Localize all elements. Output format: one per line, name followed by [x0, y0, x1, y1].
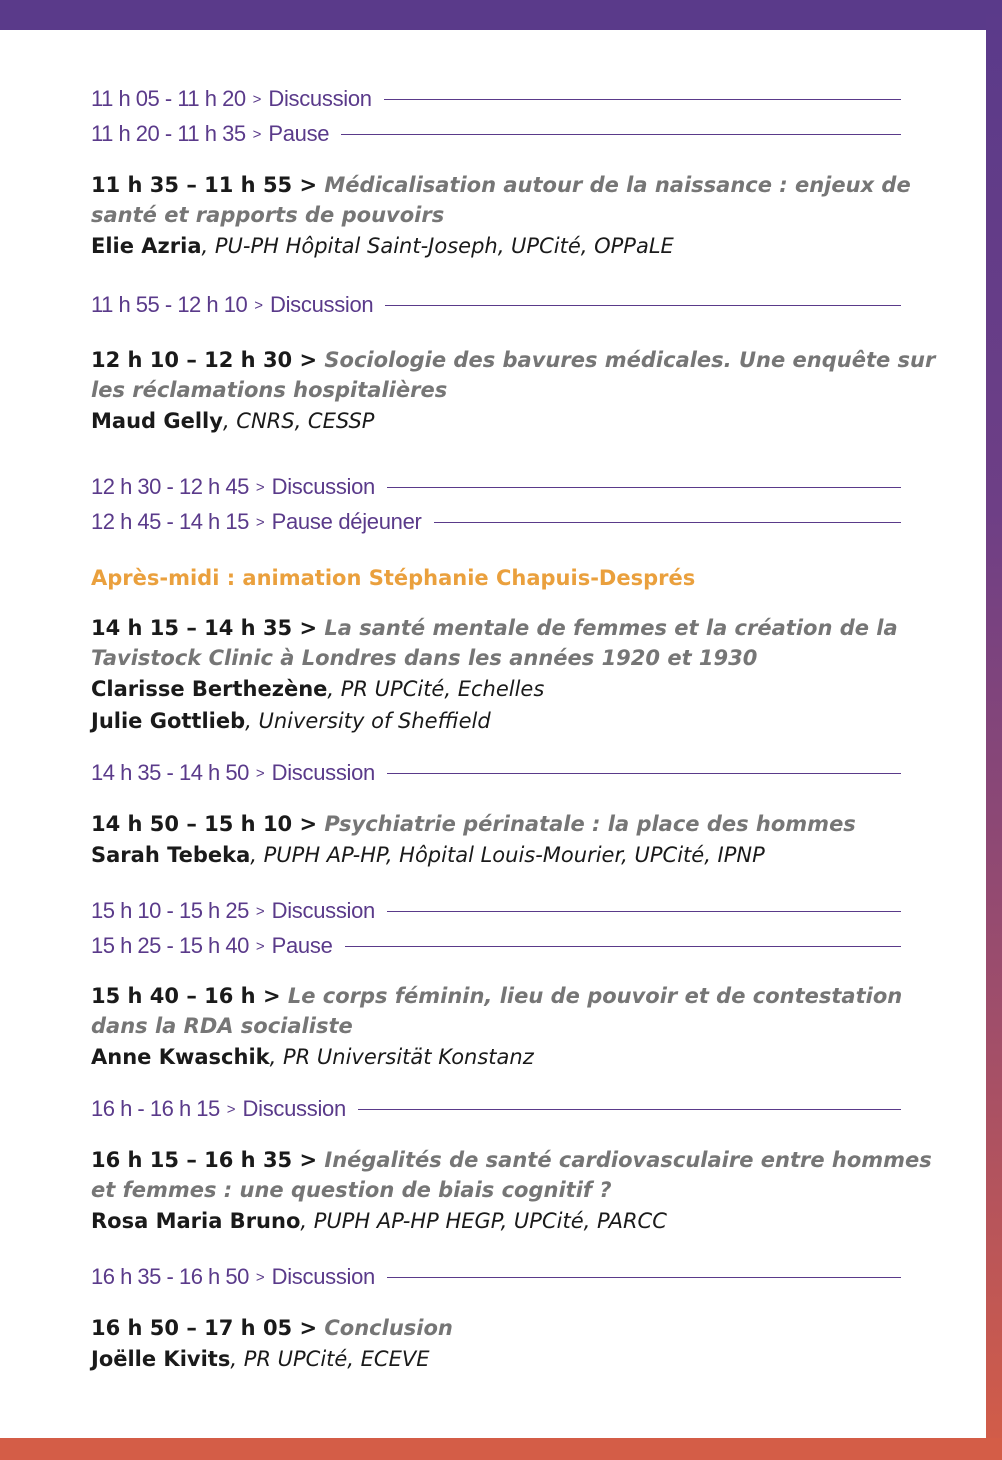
speaker-affiliation: , PR UPCité, ECEVE [230, 1347, 430, 1371]
session-time: 16 h 50 – 17 h 05 > [91, 1316, 325, 1340]
break-label: Discussion [271, 1264, 375, 1289]
break-label: Discussion [268, 86, 372, 111]
speaker-name: Julie Gottlieb [91, 709, 246, 733]
speaker [91, 673, 901, 705]
break-row [91, 120, 901, 148]
break-separator: > [255, 764, 265, 782]
break-label: Pause [268, 121, 330, 146]
session-title-line [91, 1175, 901, 1205]
break-rule [358, 1109, 901, 1110]
session-time: 14 h 50 – 15 h 10 > [91, 812, 325, 836]
session-title: La santé mentale de femmes et la création de la [324, 616, 898, 640]
session [91, 613, 901, 737]
session-title: Conclusion [324, 1316, 453, 1340]
break-separator: > [255, 902, 265, 920]
break-row [91, 508, 901, 536]
session-title-line [91, 809, 901, 839]
session-time: 15 h 40 – 16 h > [91, 984, 288, 1008]
right-frame-bar [986, 0, 1002, 1460]
break-label: Pause [271, 933, 333, 958]
break-time: 12 h 30 - 12 h 45 [91, 474, 249, 499]
session-title-line [91, 643, 901, 673]
session-time: 11 h 35 – 11 h 55 > [91, 173, 325, 197]
break-time: 11 h 05 - 11 h 20 [91, 86, 246, 111]
session-title: Le corps féminin, lieu de pouvoir et de contestation [287, 984, 903, 1008]
session [91, 1145, 932, 1237]
break-separator: > [254, 296, 263, 314]
speaker [91, 405, 901, 437]
break-time: 11 h 55 - 12 h 10 [91, 292, 248, 317]
session-title: Inégalités de santé cardiovasculaire entre hommes [324, 1148, 932, 1172]
break-time: 15 h 10 - 15 h 25 [91, 898, 249, 923]
session-title-line [91, 200, 901, 230]
speaker [91, 230, 901, 262]
session-title-line [91, 1313, 901, 1343]
break-row [91, 897, 901, 925]
speaker-affiliation: , University of Sheffield [245, 709, 491, 733]
break-rule [434, 522, 901, 523]
speaker-name: Rosa Maria Bruno [91, 1209, 301, 1233]
session-title: les réclamations hospitalières [91, 378, 448, 402]
session-title: dans la RDA socialiste [91, 1014, 353, 1038]
break-rule [387, 773, 901, 774]
session [91, 981, 901, 1073]
speaker [91, 1041, 901, 1073]
session-title: santé et rapports de pouvoirs [91, 203, 445, 227]
break-rule [387, 911, 901, 912]
break-time: 14 h 35 - 14 h 50 [91, 760, 249, 785]
session-title-line [91, 375, 901, 405]
session-title-line [91, 345, 936, 375]
break-row [91, 1263, 901, 1291]
break-time: 12 h 45 - 14 h 15 [91, 509, 249, 534]
session-title-line [91, 170, 911, 200]
program-schedule [91, 0, 936, 1438]
break-label: Discussion [271, 898, 375, 923]
break-separator: > [252, 90, 262, 108]
break-label: Discussion [271, 474, 375, 499]
break-separator: > [252, 125, 262, 143]
session [91, 809, 901, 871]
speaker [91, 705, 901, 737]
break-time: 15 h 25 - 15 h 40 [91, 933, 249, 958]
speaker-name: Anne Kwaschik [91, 1045, 270, 1069]
break-time: 16 h - 16 h 15 [91, 1096, 220, 1121]
break-separator: > [226, 1100, 236, 1118]
speaker-affiliation: , PR UPCité, Echelles [327, 677, 545, 701]
break-separator: > [255, 937, 265, 955]
break-label: Pause déjeuner [271, 509, 422, 534]
speaker-name: Clarisse Berthezène [91, 677, 328, 701]
session-title: Médicalisation autour de la naissance : enjeux de [324, 173, 911, 197]
break-separator: > [255, 478, 265, 496]
break-row [91, 473, 901, 501]
session-title-line [91, 981, 901, 1011]
speaker [91, 1343, 901, 1375]
speaker-name: Elie Azria [91, 234, 202, 258]
session-title-line [91, 1011, 901, 1041]
afternoon-heading: Après-midi : animation Stéphanie Chapuis-Després [91, 566, 696, 590]
break-separator: > [255, 513, 265, 531]
break-rule [387, 487, 901, 488]
break-row [91, 759, 901, 787]
break-rule [384, 99, 901, 100]
break-time: 16 h 35 - 16 h 50 [91, 1264, 249, 1289]
break-rule [345, 946, 901, 947]
break-label: Discussion [242, 1096, 346, 1121]
session-time: 14 h 15 – 14 h 35 > [91, 616, 325, 640]
speaker-affiliation: , CNRS, CESSP [222, 409, 375, 433]
break-rule [385, 305, 901, 306]
session-title-line [91, 613, 901, 643]
speaker-affiliation: , PUPH AP-HP, Hôpital Louis-Mourier, UPCité, IPNP [250, 843, 765, 867]
session-title: et femmes : une question de biais cognitif ? [91, 1178, 612, 1202]
break-label: Discussion [271, 760, 375, 785]
speaker-affiliation: , PR Universität Konstanz [269, 1045, 534, 1069]
break-row [91, 291, 901, 319]
break-row [91, 1095, 901, 1123]
break-label: Discussion [270, 292, 374, 317]
session-title: Tavistock Clinic à Londres dans les années 1920 et 1930 [91, 646, 758, 670]
speaker-affiliation: , PU-PH Hôpital Saint-Joseph, UPCité, OPPaLE [201, 234, 674, 258]
session-title: Sociologie des bavures médicales. Une enquête sur [324, 348, 936, 372]
break-rule [387, 1277, 901, 1278]
session [91, 170, 911, 262]
break-row [91, 85, 901, 113]
break-row [91, 932, 901, 960]
session-title: Psychiatrie périnatale : la place des hommes [324, 812, 856, 836]
session [91, 1313, 901, 1375]
break-separator: > [255, 1268, 265, 1286]
speaker [91, 839, 901, 871]
speaker-name: Maud Gelly [91, 409, 223, 433]
session [91, 345, 936, 437]
bottom-frame-bar [0, 1438, 1002, 1460]
speaker [91, 1205, 901, 1237]
speaker-affiliation: , PUPH AP-HP HEGP, UPCité, PARCC [300, 1209, 667, 1233]
break-time: 11 h 20 - 11 h 35 [91, 121, 246, 146]
break-rule [341, 134, 901, 135]
speaker-name: Joëlle Kivits [91, 1347, 231, 1371]
session-time: 12 h 10 – 12 h 30 > [91, 348, 325, 372]
session-time: 16 h 15 – 16 h 35 > [91, 1148, 325, 1172]
speaker-name: Sarah Tebeka [91, 843, 251, 867]
session-title-line [91, 1145, 932, 1175]
